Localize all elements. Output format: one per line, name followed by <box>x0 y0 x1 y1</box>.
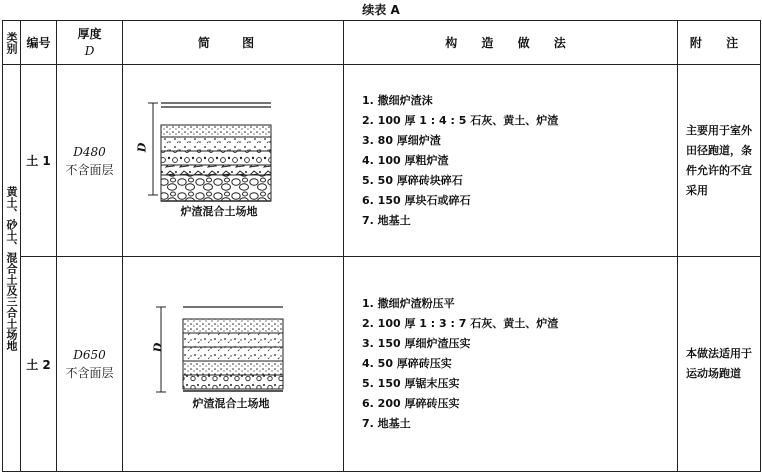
header-category-label: 类别 <box>5 31 18 54</box>
list-item: 6. 200 厚碎砖压实 <box>362 397 460 410</box>
header-number <box>21 21 57 65</box>
header-thickness-label: 厚度 <box>77 26 102 41</box>
diagram-cell <box>123 257 344 472</box>
list-item: 7. 地基土 <box>362 213 411 227</box>
list-item: 7. 地基土 <box>362 417 411 430</box>
list-item: 3. 150 厚细炉渣压实 <box>362 337 471 350</box>
note-cell <box>678 257 761 472</box>
method-cell <box>344 257 678 472</box>
thickness-cell <box>57 65 123 257</box>
list-item: 4. 50 厚碎砖压实 <box>362 357 452 370</box>
row-number: 土 1 <box>21 65 57 257</box>
diagram-caption: 炉渣混合土场地 <box>180 205 258 218</box>
list-item: 1. 撒细炉渣沫 <box>362 93 433 107</box>
table-caption: 续表 A <box>362 3 400 17</box>
thickness-note: 不含面层 <box>65 366 114 380</box>
list-item: 2. 100 厚 1 : 4 : 5 石灰、黄土、炉渣 <box>362 113 559 127</box>
diagram-caption: 炉渣混合土场地 <box>192 397 270 410</box>
construction-spec-table <box>2 20 761 472</box>
header-row <box>3 21 761 65</box>
header-method-label: 构 造 做 法 <box>445 36 576 50</box>
thickness-value: D480 <box>73 144 106 159</box>
header-number-label: 编号 <box>26 36 51 50</box>
layer-diagram-2 <box>123 257 342 470</box>
header-diagram-label: 简 图 <box>197 36 269 50</box>
diagram-cell <box>123 65 344 257</box>
dimension-label: D <box>151 342 165 353</box>
list-item: 2. 100 厚 1 : 3 : 7 石灰、黄土、炉渣 <box>362 317 559 330</box>
header-method <box>344 21 678 65</box>
category-cell <box>3 65 21 472</box>
list-item: 6. 150 厚块石或碎石 <box>362 193 471 207</box>
header-note-label: 附 注 <box>689 36 749 50</box>
list-item: 3. 80 厚细炉渣 <box>362 133 441 147</box>
thickness-value: D650 <box>73 348 106 362</box>
thickness-note: 不含面层 <box>65 162 114 177</box>
method-steps <box>362 294 677 434</box>
header-thickness <box>57 21 123 65</box>
list-item: 4. 100 厚粗炉渣 <box>362 153 449 167</box>
list-item: 1. 撒细炉渣粉压平 <box>362 297 455 310</box>
header-note <box>678 21 761 65</box>
list-item: 5. 50 厚碎砖块碎石 <box>362 173 463 187</box>
dimension-label: D <box>135 142 149 153</box>
note-cell <box>678 65 761 257</box>
header-thickness-symbol: D <box>84 43 95 58</box>
header-diagram <box>123 21 344 65</box>
note-text: 主要用于室外田径跑道，条件允许的不宜采用 <box>686 123 752 197</box>
layer-diagram-1 <box>123 65 342 255</box>
row-number: 土 2 <box>21 257 57 472</box>
thickness-cell <box>57 257 123 472</box>
header-category <box>3 21 21 65</box>
table-row <box>3 65 761 257</box>
category-label: 黄土、砂土、混合土及三合土场地 <box>5 185 18 351</box>
note-text: 本做法适用于运动场跑道 <box>686 347 752 380</box>
list-item: 5. 150 厚锯末压实 <box>362 377 460 390</box>
method-steps <box>362 91 677 231</box>
table-row <box>3 257 761 472</box>
method-cell <box>344 65 678 257</box>
